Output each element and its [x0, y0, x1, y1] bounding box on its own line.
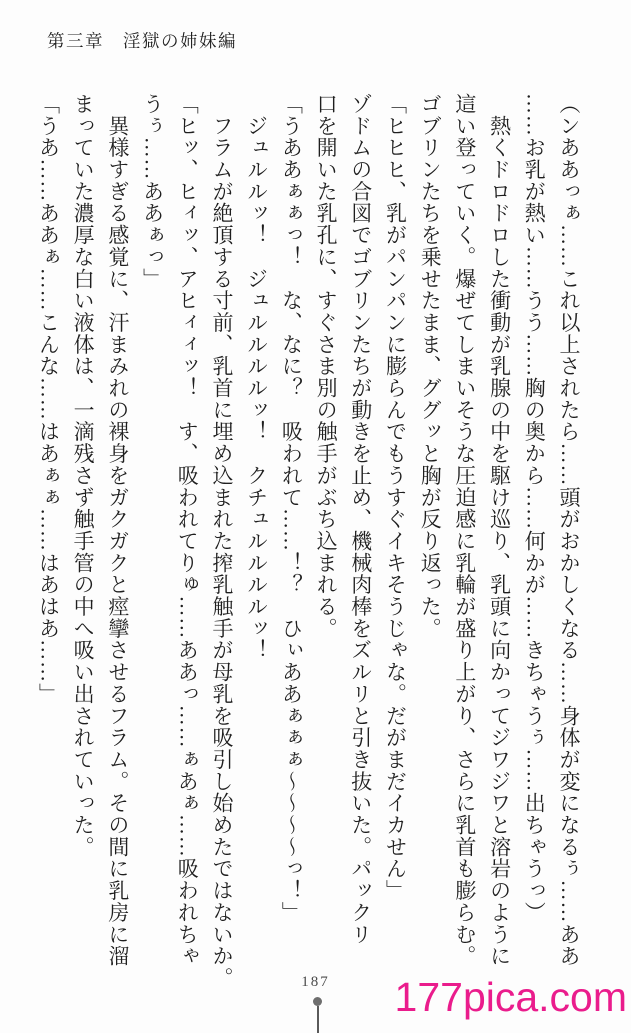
watermark-text: 177pica.com	[394, 974, 627, 1020]
text-column: （ンああっぁ……これ以上されたら……頭がおかしくなる……身体が変になるぅ……ああ	[557, 93, 581, 967]
text-column: 熱くドロドロした衝動が乳腺の中を駆け巡り、乳頭に向かってジワジワと溶岩のように	[487, 93, 512, 967]
text-column: ……お乳が熱い……うう……胸の奥から……何かが……きちゃうぅ……出ちゃうっ）	[522, 93, 547, 924]
text-column: ジュルルッ！ ジュルルルルッ！ クチュルルルルッ！	[244, 93, 269, 662]
text-column: 「ヒッ、ヒィッ、アヒィィッ！ す、吸われてりゅ……ああっ……ぁあぁ……吸われちゃ	[175, 93, 200, 967]
text-column: ゴブリンたちを乗せたまま、ググッと胸が反り返った。	[418, 93, 443, 640]
page-number-marker-stem	[317, 1006, 319, 1033]
text-column: ゾドムの合図でゴブリンたちが動きを止め、機械肉棒をズルリと引き抜いた。パックリ	[348, 93, 373, 946]
text-column: まっていた濃厚な白い液体は、一滴残さず触手管の中へ吸い出されていった。	[71, 93, 96, 858]
text-column: 這い登っていく。爆ぜてしまいそうな圧迫感に乳輪が盛り上がり、さらに乳首も膨らむ。	[452, 93, 477, 967]
text-column: 異様すぎる感覚に、汗まみれの裸身をガクガクと痙攣させるフラム。その間に乳房に溜	[105, 93, 130, 967]
text-column: 口を開いた乳孔に、すぐさま別の触手がぶち込まれる。	[314, 93, 339, 640]
text-column: フラムが絶頂する寸前、乳首に埋め込まれた搾乳触手が母乳を吸引し始めたではないか。	[209, 93, 234, 989]
text-column: 「うあ……ああぁ……こんな……はあぁぁ……はあはあ……」	[36, 93, 61, 705]
text-column: 「ヒヒヒ、乳がパンパンに膨らんでもうすぐイキそうじゃな。だがまだイカせん」	[383, 93, 408, 902]
chapter-header: 第三章 淫獄の姉妹編	[47, 31, 237, 51]
page-number-marker-icon	[313, 997, 322, 1006]
text-column: 「うああぁぁっ！ な、なに？ 吸われて……！？ ひぃああぁぁぁ～～～～っ！」	[279, 93, 304, 924]
text-column: うぅ……ああぁっ」	[140, 93, 165, 290]
page-number: 187	[301, 974, 330, 990]
